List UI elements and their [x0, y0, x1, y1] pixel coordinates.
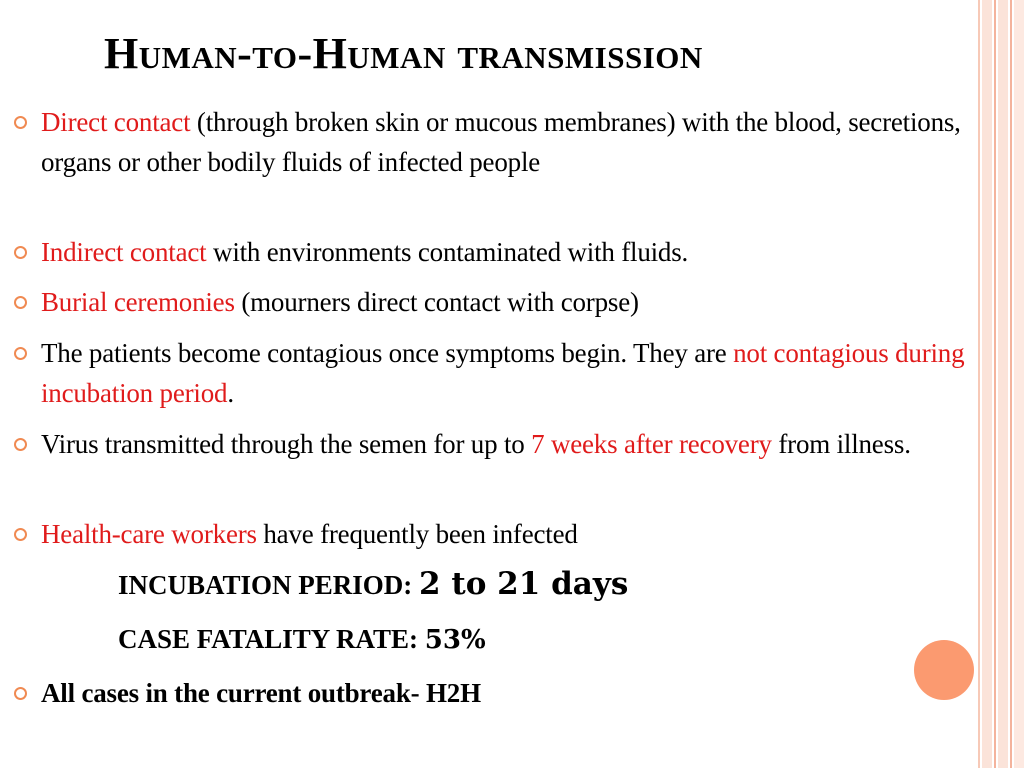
highlight-text: Burial ceremonies	[41, 287, 235, 317]
bullet-text: have frequently been infected	[256, 519, 578, 549]
bullet-text: with environments contaminated with fluids.	[206, 237, 689, 267]
highlight-text: Indirect contact	[41, 237, 207, 267]
bullet-indirect-contact	[41, 232, 1011, 272]
highlight-text: not contagious during incubation period	[41, 338, 965, 408]
bullet-text: from illness.	[771, 429, 911, 459]
bullet-circle-icon	[14, 246, 27, 259]
bullet-text: The patients become contagious once symptoms begin. They are	[41, 338, 734, 368]
incubation-period	[118, 566, 628, 602]
bullet-text: Virus transmitted through the semen for up to	[41, 429, 532, 459]
bullet-circle-icon	[14, 438, 27, 451]
bullet-circle-icon	[14, 296, 27, 309]
bullet-burial-ceremonies	[41, 282, 1011, 322]
bullet-circle-icon	[14, 687, 27, 700]
fatality-label: CASE FATALITY RATE:	[118, 624, 425, 654]
bullet-circle-icon	[14, 347, 27, 360]
bullet-text: All cases in the current outbreak- H2H	[41, 678, 481, 708]
case-fatality-rate	[118, 624, 486, 655]
bullet-contagious	[41, 333, 1011, 413]
highlight-text: Direct contact	[41, 107, 191, 137]
bullet-text: (mourners direct contact with corpse)	[234, 287, 639, 317]
slide-title: Human-to-Human transmission	[104, 29, 703, 78]
bullet-health-care	[41, 514, 1011, 554]
highlight-text: Health-care workers	[41, 519, 257, 549]
bullet-text: (through broken skin or mucous membranes) with the blood, secretions, organs or other bodily fluids of infected people	[41, 107, 961, 177]
incubation-value: 2 to 21 days	[419, 566, 629, 602]
bullet-all-cases	[41, 673, 1011, 713]
bullet-text: .	[227, 378, 234, 408]
bullet-circle-icon	[14, 528, 27, 541]
incubation-label: INCUBATION PERIOD:	[118, 570, 420, 600]
bullet-circle-icon	[14, 116, 27, 129]
highlight-text: 7 weeks after recovery	[531, 429, 772, 459]
fatality-value: 53%	[424, 625, 486, 655]
bullet-direct-contact	[41, 102, 1011, 182]
bullet-semen	[41, 424, 1011, 464]
